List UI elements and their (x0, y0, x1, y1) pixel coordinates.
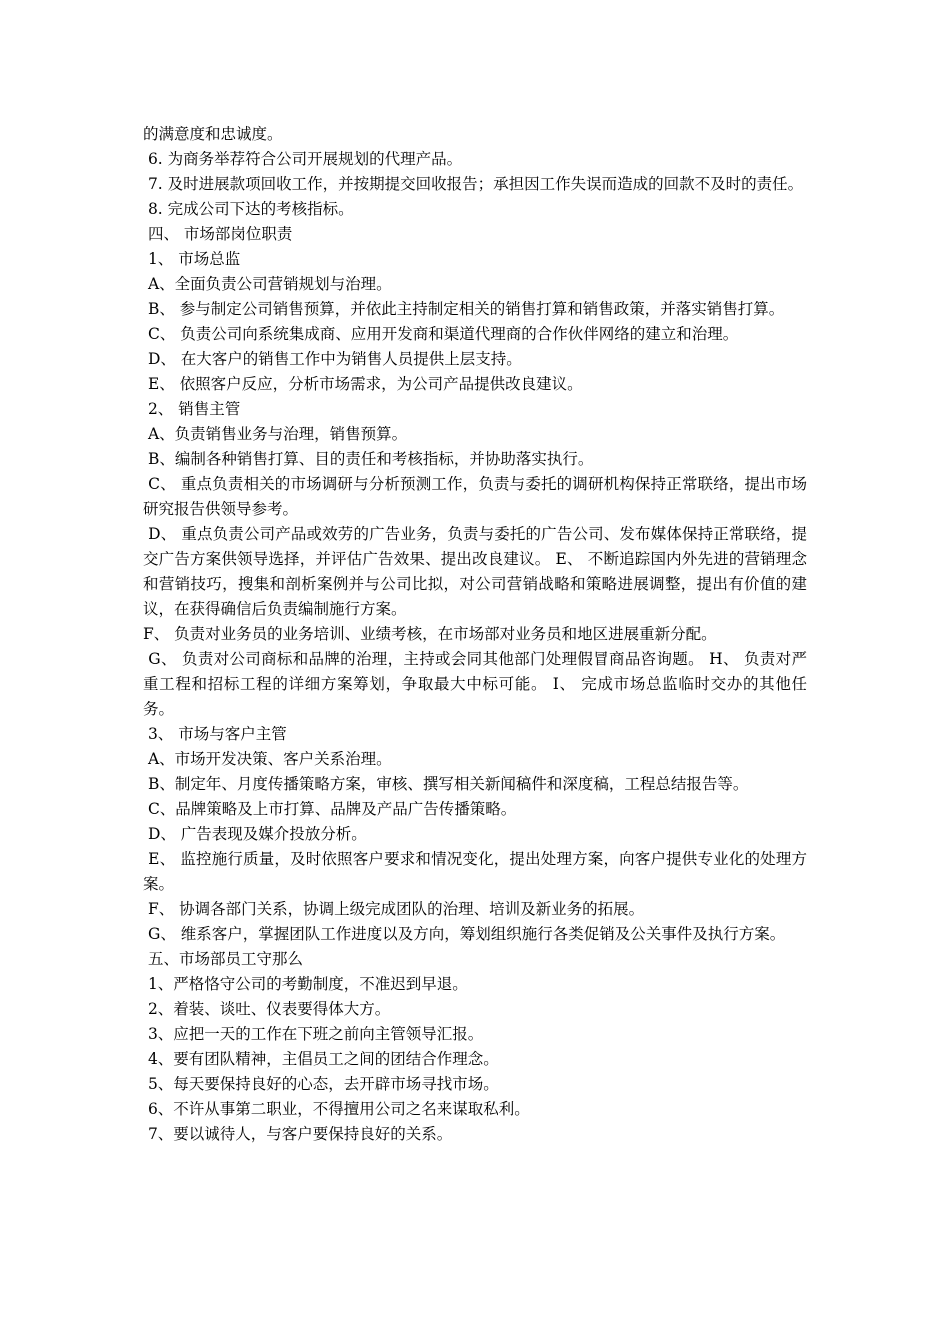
paragraph: 6、不许从事第二职业，不得擅用公司之名来谋取私利。 (143, 1100, 530, 1118)
subsection-heading: 1、 市场总监 (143, 250, 241, 268)
paragraph: F、 负责对业务员的业务培训、业绩考核，在市场部对业务员和地区进展重新分配。 (143, 625, 717, 643)
paragraph: 6. 为商务举荐符合公司开展规划的代理产品。 (143, 150, 463, 168)
paragraph: 8. 完成公司下达的考核指标。 (143, 200, 354, 218)
paragraph: 7. 及时进展款项回收工作，并按期提交回收报告；承担因工作失误而造成的回款不及时的责任。 (143, 175, 804, 193)
paragraph: 7、要以诚待人，与客户要保持良好的关系。 (143, 1125, 453, 1143)
paragraph: C、品牌策略及上市打算、品牌及产品广告传播策略。 (143, 800, 517, 818)
paragraph: D、 重点负责公司产品或效劳的广告业务，负责与委托的广告公司、发布媒体保持正常联络，提交广告方案供领导选择，并评估广告效果、提出改良建议。 E、 不断追踪国内外先进的营销理念和营销技巧，搜集和剖析案例并与公司比拟，对公司营销战略和策略进展调整，提出有价值的建议，在获得确信后负责编制施行方案。 (143, 525, 807, 618)
paragraph: C、 重点负责相关的市场调研与分析预测工作，负责与委托的调研机构保持正常联络，提出市场研究报告供领导参考。 (143, 475, 807, 518)
section-heading: 四、 市场部岗位职责 (143, 225, 293, 243)
paragraph: A、负责销售业务与治理，销售预算。 (143, 425, 408, 443)
paragraph: A、全面负责公司营销规划与治理。 (143, 275, 392, 293)
paragraph: D、 在大客户的销售工作中为销售人员提供上层支持。 (143, 350, 522, 368)
paragraph: F、 协调各部门关系，协调上级完成团队的治理、培训及新业务的拓展。 (143, 900, 645, 918)
paragraph: 5、每天要保持良好的心态，去开辟市场寻找市场。 (143, 1075, 499, 1093)
paragraph: E、 依照客户反应，分析市场需求，为公司产品提供改良建议。 (143, 375, 583, 393)
paragraph: 1、严格恪守公司的考勤制度，不准迟到早退。 (143, 975, 468, 993)
paragraph: B、制定年、月度传播策略方案，审核、撰写相关新闻稿件和深度稿，工程总结报告等。 (143, 775, 749, 793)
paragraph: 2、着装、谈吐、仪表要得体大方。 (143, 1000, 391, 1018)
paragraph: E、 监控施行质量，及时依照客户要求和情况变化，提出处理方案，向客户提供专业化的处理方案。 (143, 850, 807, 893)
paragraph: 4、要有团队精神，主倡员工之间的团结合作理念。 (143, 1050, 499, 1068)
paragraph: B、 参与制定公司销售预算，并依此主持制定相关的销售打算和销售政策，并落实销售打算。 (143, 300, 785, 318)
paragraph: B、编制各种销售打算、目的责任和考核指标，并协助落实执行。 (143, 450, 594, 468)
subsection-heading: 3、 市场与客户主管 (143, 725, 287, 743)
paragraph: D、 广告表现及媒介投放分析。 (143, 825, 367, 843)
paragraph: C、 负责公司向系统集成商、应用开发商和渠道代理商的合作伙伴网络的建立和治理。 (143, 325, 739, 343)
section-heading: 五、市场部员工守那么 (143, 950, 303, 968)
document-body (143, 122, 807, 1147)
paragraph: 的满意度和忠诚度。 (143, 125, 283, 143)
paragraph: G、 负责对公司商标和品牌的治理，主持或会同其他部门处理假冒商品咨询题。 H、 负责对严重工程和招标工程的详细方案筹划，争取最大中标可能。 I、 完成市场总监临时交办的其他任务。 (143, 650, 807, 718)
subsection-heading: 2、 销售主管 (143, 400, 241, 418)
paragraph: A、市场开发决策、客户关系治理。 (143, 750, 392, 768)
paragraph: 3、应把一天的工作在下班之前向主管领导汇报。 (143, 1025, 484, 1043)
paragraph: G、 维系客户，掌握团队工作进度以及方向，筹划组织施行各类促销及公关事件及执行方案。 (143, 925, 786, 943)
